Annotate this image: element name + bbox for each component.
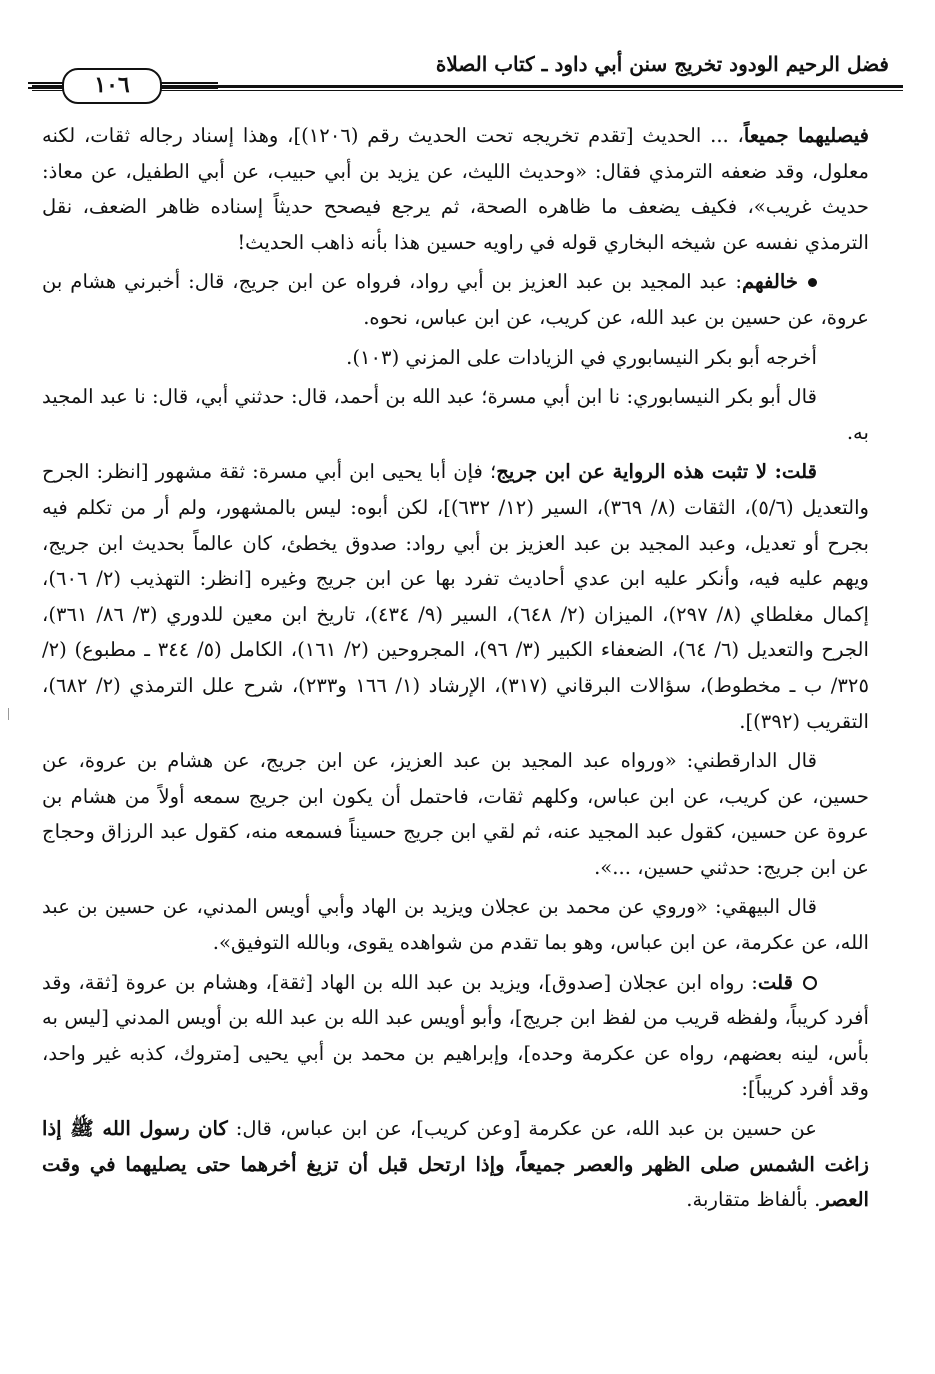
paragraph <box>42 454 869 739</box>
paragraph <box>42 264 869 335</box>
paragraph-text: ، ... الحديث [تقدم تخريجه تحت الحديث رقم (١٢٠٦)]، وهذا إسناد رجاله ثقات، لكنه معلول، وقد ضعفه الترمذي فقال: «وحديث الليث، عن يزيد بن أبي حبيب، عن أبي الطفيل، عن معاذ: حديث غريب»، فكيف يضعف ما ظاهره الصحة، ثم يرجع فيصحح حديثاً إسناده ظاهر الضعف، نقل الترمذي نفسه عن شيخه البخاري قوله في راويه حسين هذا بأنه ذاهب الحديث! <box>42 124 869 254</box>
bold-lead: خالفهم <box>741 270 798 294</box>
paragraph <box>42 743 869 885</box>
paragraph <box>42 1111 869 1218</box>
paragraph-text: قال أبو بكر النيسابوري: نا ابن أبي مسرة؛ عبد الله بن أحمد، قال: حدثني أبي، قال: نا عبد المجيد به. <box>42 385 869 444</box>
paragraph <box>42 379 869 450</box>
bold-lead: فيصليهما جميعاً <box>743 124 870 147</box>
paragraph <box>42 965 869 1107</box>
paragraph-text: : عبد المجيد بن عبد العزيز بن أبي رواد، فرواه عن ابن جريج، قال: أخبرني هشام بن عروة، عن حسين بن عبد الله، عن كريب، عن ابن عباس، نحوه. <box>42 270 869 329</box>
paragraph-text: أخرجه أبو بكر النيسابوري في الزيادات على المزني (١٠٣). <box>346 345 817 369</box>
bold-hadith: كان رسول الله ﷺ إذا زاغت الشمس صلى الظهر والعصر جميعاً، وإذا ارتحل قبل أن تزيغ أخرهما حتى يصليهما في وقت العصر <box>42 1117 869 1212</box>
bullet-icon <box>808 278 817 287</box>
paragraph-text: عن حسين بن عبد الله، عن عكرمة [وعن كريب]، عن ابن عباس، قال: <box>227 1117 817 1141</box>
paragraph-tail: . بألفاظ متقاربة. <box>686 1188 821 1212</box>
page-body <box>42 118 869 1222</box>
bold-lead: قلت <box>757 970 793 994</box>
paragraph-text: : رواه ابن عجلان [صدوق]، ويزيد بن عبد الله بن الهاد [ثقة]، وهشام بن عروة [ثقة، وقد أفرد كريباً، ولفظه قريب من لفظ ابن جريج]، وأبو أويس عبد الله بن عبد الله بن أويس المدني [ليس به بأس، لينه بعضهم، رواه عن عكرمة وحده]، وإبراهيم بن محمد بن أبي يحيى [متروك، كذبه غير واحد، وقد أفرد كريباً]: <box>42 970 869 1101</box>
paragraph <box>42 118 869 260</box>
page-number-ornament <box>28 68 218 104</box>
paragraph-text: قال البيهقي: «وروي عن محمد بن عجلان ويزيد بن الهاد وأبي أويس المدني، عن حسين بن عبد الله، عن عكرمة، عن ابن عباس، وهو بما تقدم من شواهده يقوى، وبالله التوفيق». <box>42 895 869 955</box>
paragraph-text: ؛ فإن أبا يحيى ابن أبي مسرة: ثقة مشهور [انظر: الجرح والتعديل (٥/٦)، الثقات (٨/ ٣٦٩)، السير (١٢/ ٦٣٢)]، لكن أبوه: ليس بالمشهور، ولم أر من تكلم فيه بجرح أو تعديل، وعبد المجيد بن عبد العزيز بن أبي رواد: صدوق يخطئ، كان عالماً بحديث ابن جريج، ويهم عليه فيه، وأنكر عليه ابن عدي أحاديث تفرد بها عن ابن جريج وغيره [انظر: التهذيب (٢/ ٦٠٦)، إكمال مغلطاي (٨/ ٢٩٧)، الميزان (٢/ ٦٤٨)، السير (٩/ ٤٣٤)، تاريخ ابن معين للدوري (٣/ ٨٦/ ٣٦١)، الجرح والتعديل (٦/ ٦٤)، الضعفاء الكبير (٣/ ٩٦)، المجروحين (٢/ ١٦١)، الكامل (٥/ ٣٤٤ ـ مطبوع) (٢/ ٣٢٥/ ب ـ مخطوط)، سؤالات البرقاني (٣١٧)، الإرشاد (١/ ١٦٦ و٢٣٣)، شرح علل الترمذي (٢/ ٦٨٢)، التقريب (٣٩٢)]. <box>42 460 869 733</box>
running-title: فضل الرحيم الودود تخريج سنن أبي داود ـ كتاب الصلاة <box>435 52 889 76</box>
margin-mark <box>8 708 9 720</box>
paragraph-text: قال الدارقطني: «ورواه عبد المجيد بن عبد العزيز، عن ابن جريج، عن هشام بن عروة، عن حسين، عن كريب، عن ابن عباس، وكلهم ثقات، فاحتمل أن يكون ابن جريج سمعه أولاً من هشام بن عروة عن حسين، كقول عبد المجيد عنه، ثم لقي ابن جريج حسيناً فسمعه منه، كقول عبد الرزاق وحجاج عن ابن جريج: حدثني حسين، ...». <box>42 749 869 879</box>
paragraph <box>42 889 869 960</box>
circle-icon <box>803 976 817 990</box>
paragraph <box>42 340 869 376</box>
bold-lead: قلت: لا تثبت هذه الرواية عن ابن جريج <box>496 460 817 484</box>
page-number: ١٠٦ <box>62 68 162 104</box>
